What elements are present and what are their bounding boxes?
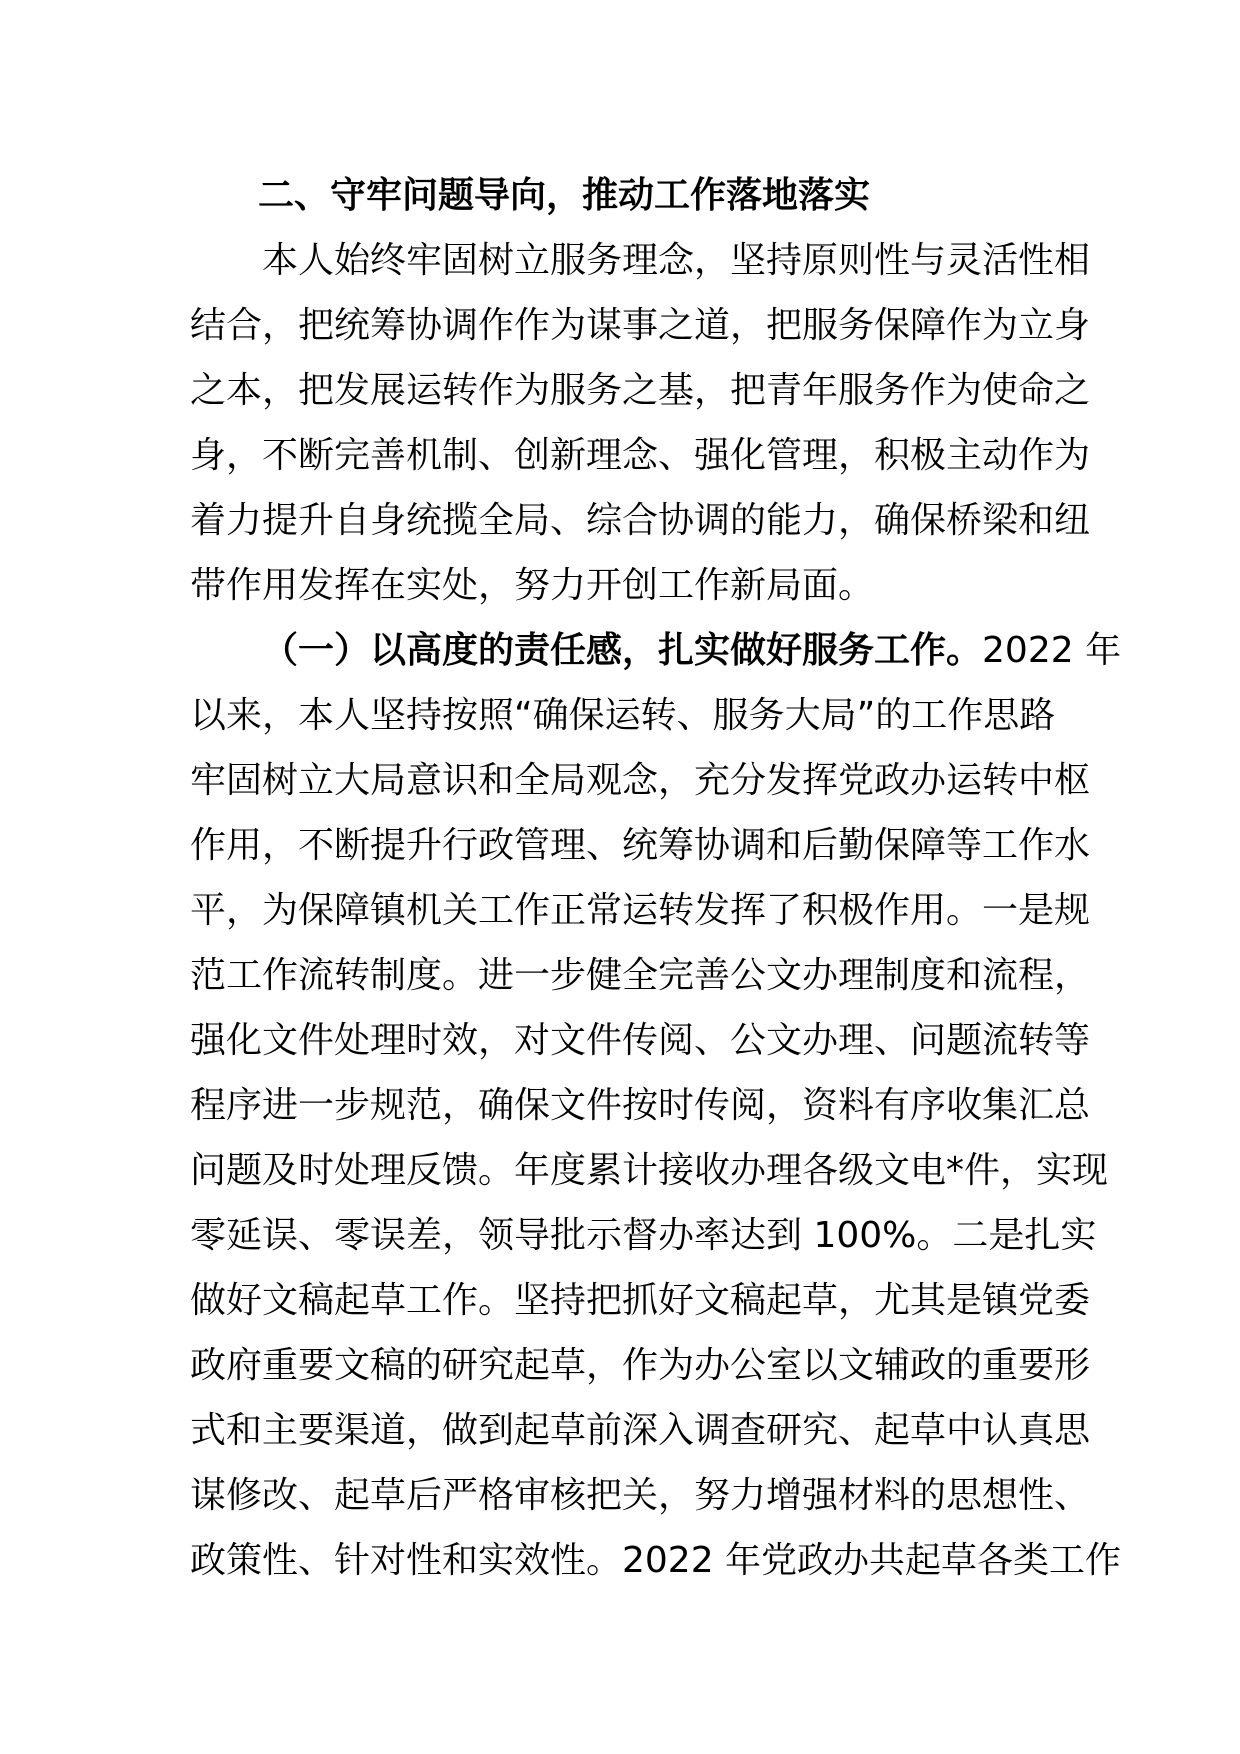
paragraph1-line-4: 身，不断完善机制、创新理念、强化管理，积极主动作为 [190, 435, 1091, 476]
paragraph2-line-6: 范工作流转制度。进一步健全完善公文办理制度和流程， [190, 955, 1091, 996]
paragraph2-line-9: 问题及时处理反馈。年度累计接收办理各级文电*件，实现 [190, 1150, 1109, 1191]
paragraph2-line-10: 零延误、零误差，领导批示督办率达到 100%。二是扎实 [190, 1215, 1097, 1256]
paragraph2-line-1 [262, 627, 1122, 675]
paragraph2-line-12: 政府重要文稿的研究起草，作为办公室以文辅政的重要形 [190, 1345, 1091, 1386]
paragraph2-line-5: 平，为保障镇机关工作正常运转发挥了积极作用。一是规 [190, 890, 1091, 931]
paragraph1-line-2: 结合，把统筹协调作作为谋事之道，把服务保障作为立身 [190, 305, 1091, 346]
paragraph1-line-5: 着力提升自身统揽全局、综合协调的能力，确保桥梁和纽 [190, 500, 1091, 541]
paragraph2-line-7: 强化文件处理时效，对文件传阅、公文办理、问题流转等 [190, 1020, 1091, 1061]
paragraph2-line-2: 以来，本人坚持按照“确保运转、服务大局”的工作思路 [190, 695, 1056, 736]
paragraph2-lead-bold: （一）以高度的责任感，扎实做好服务工作。 [262, 630, 983, 671]
paragraph1-line-1: 本人始终牢固树立服务理念，坚持原则性与灵活性相 [262, 240, 1091, 281]
paragraph2-line-8: 程序进一步规范，确保文件按时传阅，资料有序收集汇总 [190, 1085, 1091, 1126]
paragraph2-line-13: 式和主要渠道，做到起草前深入调查研究、起草中认真思 [190, 1410, 1091, 1451]
paragraph2-line-15: 政策性、针对性和实效性。2022 年党政办共起草各类工作 [190, 1540, 1122, 1581]
paragraph2-line-14: 谋修改、起草后严格审核把关，努力增强材料的思想性、 [190, 1475, 1091, 1516]
paragraph2-line-11: 做好文稿起草工作。坚持把抓好文稿起草，尤其是镇党委 [190, 1280, 1091, 1321]
paragraph2-line-4: 作用，不断提升行政管理、统筹协调和后勤保障等工作水 [190, 825, 1091, 866]
paragraph1-line-6: 带作用发挥在实处，努力开创工作新局面。 [190, 565, 875, 606]
paragraph2-lead-rest: 2022 年 [982, 630, 1122, 671]
section-heading: 二、守牢问题导向，推动工作落地落实 [258, 175, 871, 216]
paragraph2-line-3: 牢固树立大局意识和全局观念，充分发挥党政办运转中枢 [190, 760, 1091, 801]
paragraph1-line-3: 之本，把发展运转作为服务之基，把青年服务作为使命之 [190, 370, 1091, 411]
